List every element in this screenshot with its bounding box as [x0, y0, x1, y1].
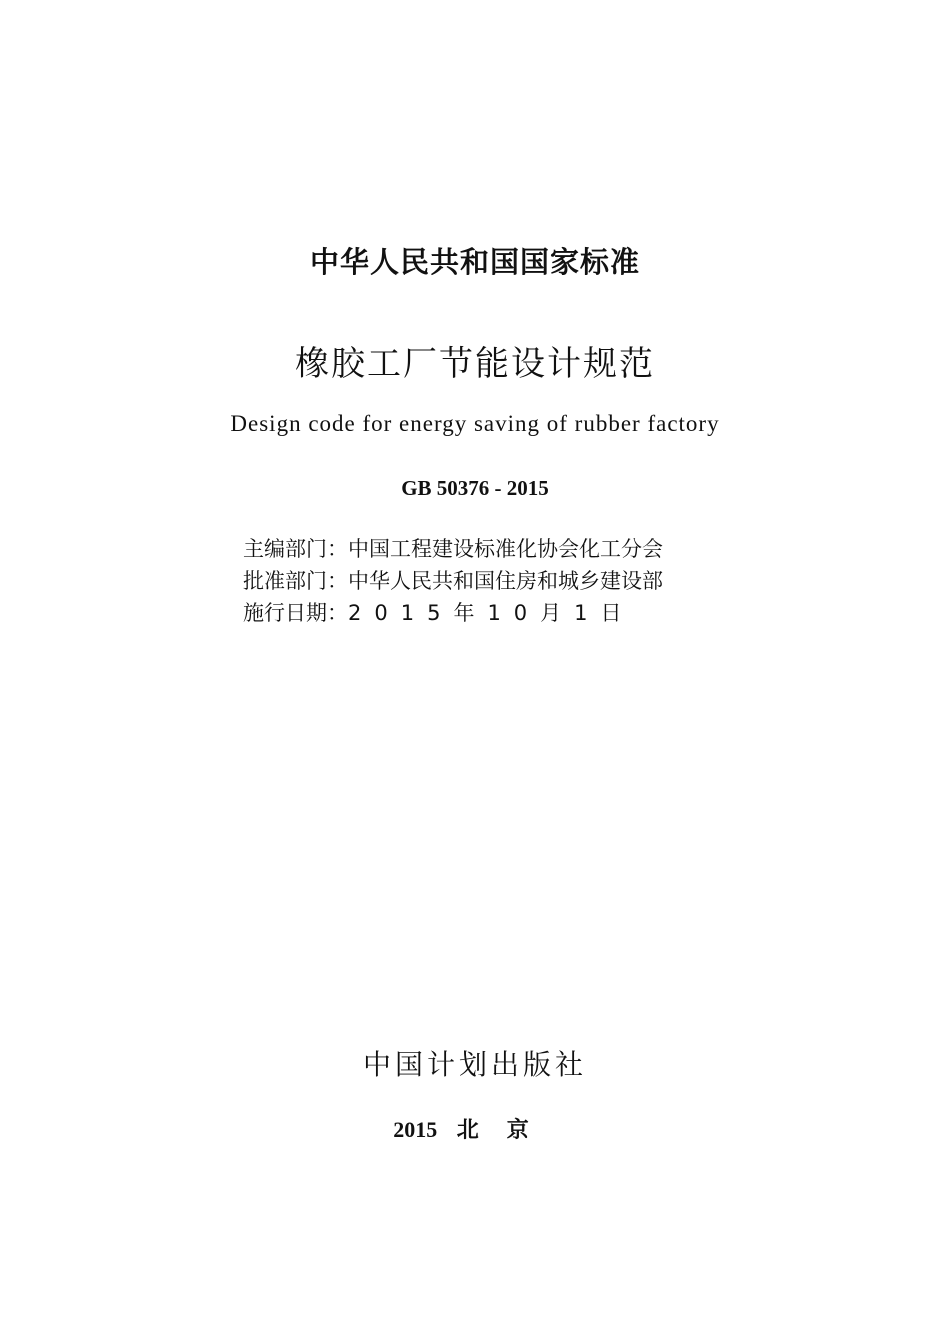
editor-label: 主编部门： [243, 537, 348, 561]
publication-place [0, 1113, 950, 1144]
document-title: 橡胶工厂节能设计规范 [295, 344, 655, 384]
english-title: Design code for energy saving of rubber factory [230, 411, 720, 436]
standard-code: GB 50376 - 2015 [401, 476, 549, 500]
approver-label: 批准部门： [243, 569, 348, 593]
publisher-name: 中国计划出版社 [362, 1048, 587, 1081]
approver-row [243, 565, 723, 597]
effective-date-row [243, 597, 723, 629]
publication-info [243, 533, 723, 629]
publication-city: 北京 [456, 1117, 557, 1142]
publication-year: 2015 [393, 1117, 438, 1142]
effective-date-value: 2015年10月1日 [348, 601, 635, 625]
editor-value: 中国工程建设标准化协会化工分会 [348, 537, 663, 561]
approver-value: 中华人民共和国住房和城乡建设部 [348, 569, 663, 593]
standard-type-heading: 中华人民共和国国家标准 [309, 245, 640, 279]
editor-row [243, 533, 723, 565]
effective-date-label: 施行日期： [243, 601, 348, 625]
